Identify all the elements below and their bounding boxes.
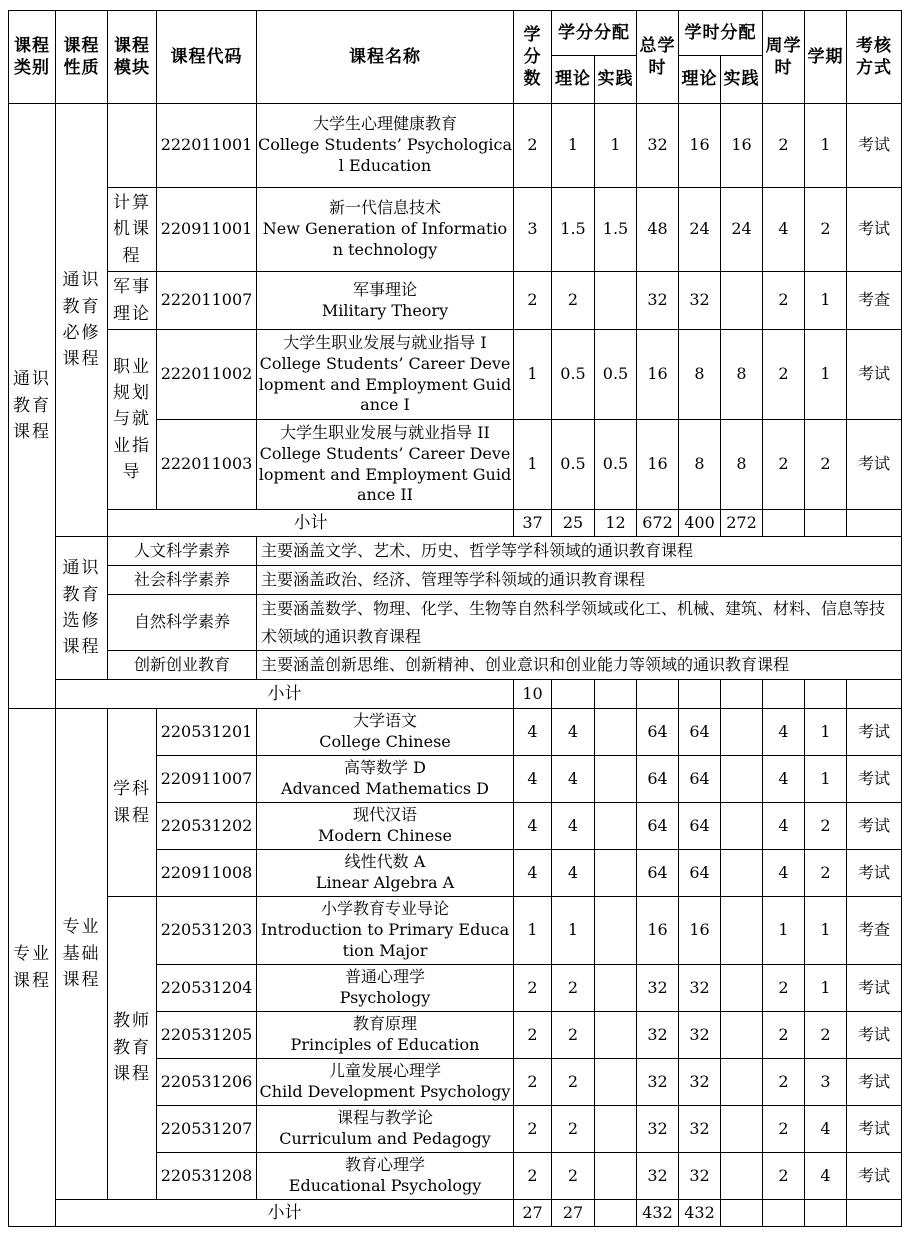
- table-row: [9, 897, 902, 965]
- subtotal-theory: 25: [552, 510, 595, 537]
- course-name: 大学语文 College Chinese: [257, 709, 514, 756]
- course-name: 小学教育专业导论 Introduction to Primary Education Major: [257, 897, 514, 965]
- header-h-practice: 实践: [721, 56, 763, 104]
- subtotal-credits: 37: [514, 510, 552, 537]
- course-assess: 考试: [847, 188, 902, 272]
- elective-row: [9, 651, 902, 680]
- subtotal-practice: 12: [595, 510, 637, 537]
- module-career: 职业规划与就业指导: [108, 330, 157, 510]
- course-hours: 16: [637, 897, 679, 965]
- course-practice: 1: [595, 104, 637, 188]
- course-hours: 48: [637, 188, 679, 272]
- header-module: 课程模块: [108, 11, 157, 104]
- course-code: 222011002: [157, 330, 257, 420]
- course-semester: 1: [805, 965, 847, 1012]
- course-hours: 32: [637, 1012, 679, 1059]
- elective-desc: 主要涵盖政治、经济、管理等学科领域的通识教育课程: [257, 566, 902, 595]
- subtotal-h-practice: [721, 1200, 763, 1227]
- course-theory: 2: [552, 1059, 595, 1106]
- subtotal-credits: 10: [514, 680, 552, 709]
- course-h-theory: 32: [679, 1106, 721, 1153]
- subtotal-label: 小计: [108, 510, 514, 537]
- course-theory: 1: [552, 897, 595, 965]
- course-hours: 64: [637, 709, 679, 756]
- course-code: 220531201: [157, 709, 257, 756]
- course-semester: 1: [805, 104, 847, 188]
- course-theory: 0.5: [552, 330, 595, 420]
- course-weekly: 2: [763, 965, 805, 1012]
- course-code: 220531208: [157, 1153, 257, 1200]
- course-h-theory: 32: [679, 272, 721, 330]
- subtotal-row: [9, 680, 902, 709]
- course-name: 新一代信息技术 New Generation of Information technology: [257, 188, 514, 272]
- category-major: 专业课程: [9, 709, 56, 1227]
- elective-desc: 主要涵盖文学、艺术、历史、哲学等学科领域的通识教育课程: [257, 537, 902, 566]
- module-teacher: 教师教育课程: [108, 897, 157, 1200]
- course-hours: 64: [637, 850, 679, 897]
- course-name: 高等数学 D Advanced Mathematics D: [257, 756, 514, 803]
- course-h-practice: [721, 1106, 763, 1153]
- course-assess: 考试: [847, 709, 902, 756]
- course-h-theory: 64: [679, 803, 721, 850]
- course-theory: 4: [552, 756, 595, 803]
- course-assess: 考试: [847, 1153, 902, 1200]
- header-assess: 考核方式: [847, 11, 902, 104]
- course-practice: [595, 803, 637, 850]
- course-code: 220531202: [157, 803, 257, 850]
- course-name: 大学生职业发展与就业指导 I College Students’ Career Development and Employment Guidance I: [257, 330, 514, 420]
- header-hour-dist: 学时分配: [679, 11, 763, 56]
- course-assess: 考试: [847, 104, 902, 188]
- course-h-theory: 32: [679, 1153, 721, 1200]
- table-row: [9, 104, 902, 188]
- course-semester: 4: [805, 1106, 847, 1153]
- course-code: 220531205: [157, 1012, 257, 1059]
- header-row-1: [9, 11, 902, 56]
- nature-general-elective: 通识教育选修课程: [56, 537, 108, 680]
- course-weekly: 2: [763, 1106, 805, 1153]
- course-assess: 考查: [847, 897, 902, 965]
- course-practice: 0.5: [595, 330, 637, 420]
- course-credits: 1: [514, 420, 552, 510]
- course-hours: 32: [637, 104, 679, 188]
- course-assess: 考试: [847, 803, 902, 850]
- course-code: 220911007: [157, 756, 257, 803]
- course-semester: 2: [805, 1012, 847, 1059]
- subtotal-row: [9, 1200, 902, 1227]
- course-assess: 考试: [847, 850, 902, 897]
- header-h-theory: 理论: [679, 56, 721, 104]
- course-theory: 2: [552, 965, 595, 1012]
- course-h-theory: 64: [679, 850, 721, 897]
- course-code: 222011001: [157, 104, 257, 188]
- course-assess: 考试: [847, 965, 902, 1012]
- table-row: [9, 188, 902, 272]
- course-credits: 3: [514, 188, 552, 272]
- course-credits: 2: [514, 1106, 552, 1153]
- header-credit-dist: 学分分配: [552, 11, 637, 56]
- header-weekly: 周学时: [763, 11, 805, 104]
- elective-row: [9, 537, 902, 566]
- course-name: 军事理论 Military Theory: [257, 272, 514, 330]
- course-weekly: 2: [763, 272, 805, 330]
- course-hours: 32: [637, 1059, 679, 1106]
- course-h-theory: 16: [679, 897, 721, 965]
- course-h-theory: 32: [679, 1059, 721, 1106]
- course-h-theory: 64: [679, 756, 721, 803]
- course-practice: [595, 850, 637, 897]
- course-hours: 32: [637, 272, 679, 330]
- course-name: 课程与教学论 Curriculum and Pedagogy: [257, 1106, 514, 1153]
- subtotal-label: 小计: [56, 680, 514, 709]
- course-hours: 64: [637, 803, 679, 850]
- course-weekly: 2: [763, 1153, 805, 1200]
- course-theory: 4: [552, 709, 595, 756]
- course-hours: 32: [637, 965, 679, 1012]
- course-theory: 4: [552, 803, 595, 850]
- header-name: 课程名称: [257, 11, 514, 104]
- course-h-theory: 24: [679, 188, 721, 272]
- course-practice: [595, 272, 637, 330]
- subtotal-hours: 432: [637, 1200, 679, 1227]
- course-practice: [595, 1153, 637, 1200]
- course-weekly: 1: [763, 897, 805, 965]
- course-credits: 1: [514, 897, 552, 965]
- course-theory: 1: [552, 104, 595, 188]
- course-practice: [595, 709, 637, 756]
- course-h-practice: [721, 1153, 763, 1200]
- elective-desc: 主要涵盖数学、物理、化学、生物等自然科学领域或化工、机械、建筑、材料、信息等技术领域的通识教育课程: [257, 595, 902, 651]
- course-practice: [595, 965, 637, 1012]
- subtotal-label: 小计: [56, 1200, 514, 1227]
- subtotal-credits: 27: [514, 1200, 552, 1227]
- course-code: 220911001: [157, 188, 257, 272]
- subtotal-h-practice: 272: [721, 510, 763, 537]
- course-code: 220531203: [157, 897, 257, 965]
- course-assess: 考试: [847, 1012, 902, 1059]
- course-hours: 64: [637, 756, 679, 803]
- course-code: 220531204: [157, 965, 257, 1012]
- course-code: 222011007: [157, 272, 257, 330]
- header-nature: 课程性质: [56, 11, 108, 104]
- course-semester: 1: [805, 272, 847, 330]
- course-credits: 2: [514, 272, 552, 330]
- course-semester: 2: [805, 188, 847, 272]
- course-semester: 1: [805, 756, 847, 803]
- course-h-practice: [721, 850, 763, 897]
- course-semester: 1: [805, 709, 847, 756]
- course-hours: 16: [637, 420, 679, 510]
- course-credits: 2: [514, 104, 552, 188]
- elective-area: 人文科学素养: [108, 537, 257, 566]
- course-theory: 2: [552, 272, 595, 330]
- course-credits: 1: [514, 330, 552, 420]
- course-weekly: 4: [763, 803, 805, 850]
- course-h-practice: 24: [721, 188, 763, 272]
- elective-area: 社会科学素养: [108, 566, 257, 595]
- nature-major: 专业基础课程: [56, 709, 108, 1200]
- course-code: 220531207: [157, 1106, 257, 1153]
- subtotal-hours: 672: [637, 510, 679, 537]
- course-credits: 4: [514, 850, 552, 897]
- course-theory: 0.5: [552, 420, 595, 510]
- table-row: [9, 272, 902, 330]
- course-semester: 1: [805, 897, 847, 965]
- course-practice: 1.5: [595, 188, 637, 272]
- course-theory: 4: [552, 850, 595, 897]
- course-name: 教育原理 Principles of Education: [257, 1012, 514, 1059]
- module-blank: [108, 104, 157, 188]
- course-assess: 考试: [847, 420, 902, 510]
- course-weekly: 4: [763, 709, 805, 756]
- course-hours: 32: [637, 1106, 679, 1153]
- course-assess: 考试: [847, 1059, 902, 1106]
- course-h-theory: 8: [679, 330, 721, 420]
- course-semester: 3: [805, 1059, 847, 1106]
- header-practice: 实践: [595, 56, 637, 104]
- header-theory: 理论: [552, 56, 595, 104]
- course-practice: [595, 1012, 637, 1059]
- course-h-practice: [721, 897, 763, 965]
- course-credits: 2: [514, 965, 552, 1012]
- header-credits: 学分数: [514, 11, 552, 104]
- course-theory: 2: [552, 1106, 595, 1153]
- course-assess: 考试: [847, 330, 902, 420]
- course-practice: 0.5: [595, 420, 637, 510]
- header-semester: 学期: [805, 11, 847, 104]
- course-h-practice: 8: [721, 420, 763, 510]
- course-weekly: 2: [763, 1012, 805, 1059]
- course-h-practice: 16: [721, 104, 763, 188]
- course-theory: 2: [552, 1153, 595, 1200]
- elective-desc: 主要涵盖创新思维、创新精神、创业意识和创业能力等领域的通识教育课程: [257, 651, 902, 680]
- course-name: 大学生心理健康教育 College Students’ Psychological Education: [257, 104, 514, 188]
- course-credits: 4: [514, 756, 552, 803]
- category-general: 通识教育课程: [9, 104, 56, 709]
- course-practice: [595, 1106, 637, 1153]
- course-h-theory: 32: [679, 1012, 721, 1059]
- course-semester: 2: [805, 420, 847, 510]
- course-assess: 考试: [847, 1106, 902, 1153]
- elective-area: 自然科学素养: [108, 595, 257, 651]
- course-assess: 考查: [847, 272, 902, 330]
- header-category: 课程类别: [9, 11, 56, 104]
- course-semester: 1: [805, 330, 847, 420]
- course-h-theory: 8: [679, 420, 721, 510]
- course-credits: 2: [514, 1153, 552, 1200]
- course-code: 220911008: [157, 850, 257, 897]
- course-credits: 2: [514, 1012, 552, 1059]
- course-weekly: 2: [763, 1059, 805, 1106]
- course-name: 现代汉语 Modern Chinese: [257, 803, 514, 850]
- course-name: 线性代数 A Linear Algebra A: [257, 850, 514, 897]
- course-name: 普通心理学 Psychology: [257, 965, 514, 1012]
- subtotal-row: [9, 510, 902, 537]
- curriculum-table: [8, 10, 902, 1227]
- course-name: 大学生职业发展与就业指导 II College Students’ Career Development and Employment Guidance II: [257, 420, 514, 510]
- course-weekly: 2: [763, 420, 805, 510]
- module-computer: 计算机课程: [108, 188, 157, 272]
- subtotal-practice: [595, 1200, 637, 1227]
- elective-area: 创新创业教育: [108, 651, 257, 680]
- course-weekly: 4: [763, 756, 805, 803]
- header-code: 课程代码: [157, 11, 257, 104]
- course-theory: 2: [552, 1012, 595, 1059]
- course-name: 教育心理学 Educational Psychology: [257, 1153, 514, 1200]
- course-practice: [595, 1059, 637, 1106]
- course-code: 220531206: [157, 1059, 257, 1106]
- course-credits: 4: [514, 709, 552, 756]
- course-weekly: 4: [763, 188, 805, 272]
- course-h-practice: [721, 709, 763, 756]
- course-credits: 2: [514, 1059, 552, 1106]
- course-h-practice: [721, 272, 763, 330]
- course-h-practice: [721, 1059, 763, 1106]
- elective-row: [9, 566, 902, 595]
- course-weekly: 4: [763, 850, 805, 897]
- course-h-practice: [721, 803, 763, 850]
- course-practice: [595, 756, 637, 803]
- course-weekly: 2: [763, 330, 805, 420]
- table-row: [9, 709, 902, 756]
- course-practice: [595, 897, 637, 965]
- course-weekly: 2: [763, 104, 805, 188]
- elective-row: [9, 595, 902, 651]
- header-total-hours: 总学时: [637, 11, 679, 104]
- subtotal-theory: 27: [552, 1200, 595, 1227]
- course-semester: 2: [805, 803, 847, 850]
- course-hours: 32: [637, 1153, 679, 1200]
- course-semester: 2: [805, 850, 847, 897]
- course-semester: 4: [805, 1153, 847, 1200]
- course-h-theory: 64: [679, 709, 721, 756]
- module-military: 军事理论: [108, 272, 157, 330]
- course-h-practice: [721, 756, 763, 803]
- course-theory: 1.5: [552, 188, 595, 272]
- course-h-theory: 16: [679, 104, 721, 188]
- course-h-practice: [721, 1012, 763, 1059]
- subtotal-h-theory: 432: [679, 1200, 721, 1227]
- course-credits: 4: [514, 803, 552, 850]
- course-name: 儿童发展心理学 Child Development Psychology: [257, 1059, 514, 1106]
- module-subject: 学科课程: [108, 709, 157, 897]
- subtotal-h-theory: 400: [679, 510, 721, 537]
- course-h-theory: 32: [679, 965, 721, 1012]
- course-h-practice: 8: [721, 330, 763, 420]
- course-hours: 16: [637, 330, 679, 420]
- course-assess: 考试: [847, 756, 902, 803]
- course-h-practice: [721, 965, 763, 1012]
- nature-general-required: 通识教育必修课程: [56, 104, 108, 537]
- table-row: [9, 330, 902, 420]
- course-code: 222011003: [157, 420, 257, 510]
